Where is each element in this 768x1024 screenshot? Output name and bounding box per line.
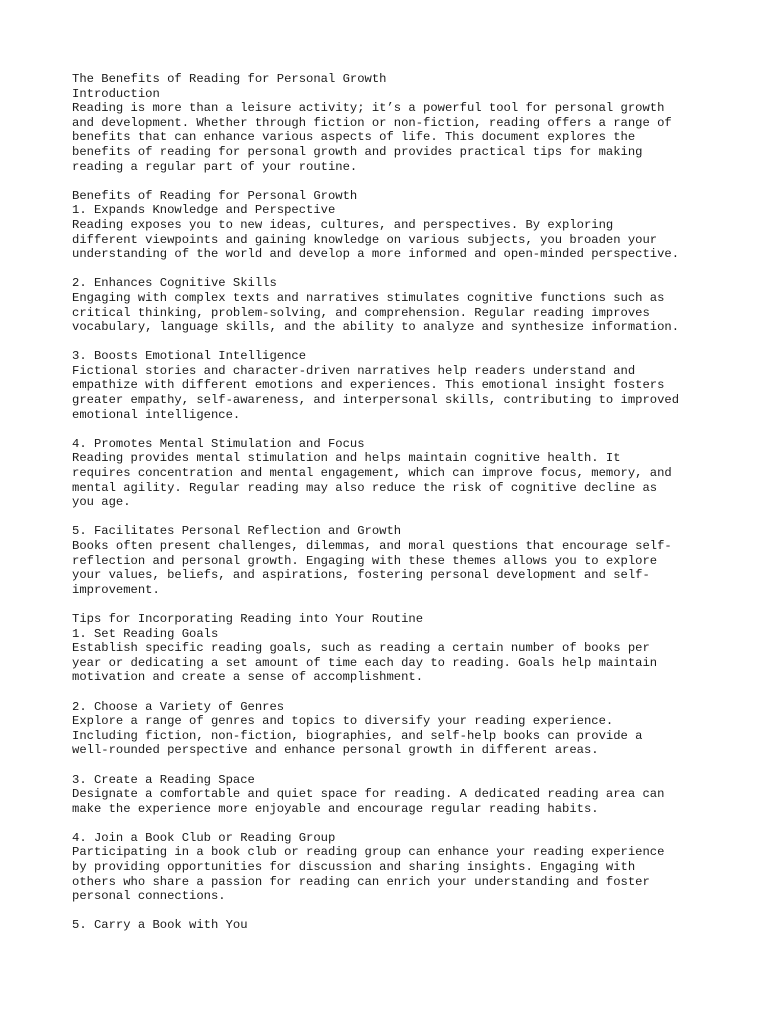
tip-line: Explore a range of genres and topics to diversify your reading experience. xyxy=(72,714,614,729)
tip-section xyxy=(72,627,712,685)
benefit-section xyxy=(72,203,712,261)
benefit-line: Engaging with complex texts and narratives stimulates cognitive functions such as xyxy=(72,290,665,305)
intro-line: benefits that can enhance various aspects of life. This document explores the xyxy=(72,130,636,145)
tip-line: Including fiction, non-fiction, biographies, and self-help books can provide a xyxy=(72,728,643,743)
benefit-section xyxy=(72,524,712,597)
tip-heading: 1. Set Reading Goals xyxy=(72,626,219,641)
benefit-section xyxy=(72,437,712,510)
document-page xyxy=(72,72,712,933)
benefit-heading: 5. Facilitates Personal Reflection and Growth xyxy=(72,524,402,539)
tips-heading: Tips for Incorporating Reading into Your Routine xyxy=(72,611,424,626)
tip-line: Establish specific reading goals, such as reading a certain number of books per xyxy=(72,641,650,656)
benefit-line: understanding of the world and develop a more informed and open-minded perspective. xyxy=(72,247,680,262)
intro-paragraph xyxy=(72,101,712,174)
benefit-line: you age. xyxy=(72,495,131,510)
tip-heading: 4. Join a Book Club or Reading Group xyxy=(72,830,336,845)
benefit-line: your values, beliefs, and aspirations, fostering personal development and self- xyxy=(72,568,650,583)
paragraph-gap xyxy=(72,422,712,437)
benefit-line: vocabulary, language skills, and the ability to analyze and synthesize information. xyxy=(72,320,680,335)
tip-line: Designate a comfortable and quiet space for reading. A dedicated reading area can xyxy=(72,787,665,802)
benefit-line: improvement. xyxy=(72,582,160,597)
paragraph-gap xyxy=(72,904,712,919)
benefit-line: emotional intelligence. xyxy=(72,407,241,422)
benefit-heading: 1. Expands Knowledge and Perspective xyxy=(72,203,336,218)
benefit-line: empathize with different emotions and experiences. This emotional insight fosters xyxy=(72,378,665,393)
tip-heading: 5. Carry a Book with You xyxy=(72,918,248,933)
benefit-line: critical thinking, problem-solving, and comprehension. Regular reading improves xyxy=(72,305,650,320)
tip-heading: 2. Choose a Variety of Genres xyxy=(72,699,285,714)
benefit-section xyxy=(72,349,712,422)
benefit-line: mental agility. Regular reading may also reduce the risk of cognitive decline as xyxy=(72,480,658,495)
benefit-heading: 3. Boosts Emotional Intelligence xyxy=(72,349,307,364)
paragraph-gap xyxy=(72,262,712,277)
benefit-line: requires concentration and mental engagement, which can improve focus, memory, and xyxy=(72,466,672,481)
intro-line: benefits of reading for personal growth and provides practical tips for making xyxy=(72,144,643,159)
benefit-line: different viewpoints and gaining knowledge on various subjects, you broaden your xyxy=(72,232,658,247)
tip-section xyxy=(72,700,712,758)
intro-line: Reading is more than a leisure activity; it’s a powerful tool for personal growth xyxy=(72,101,665,116)
benefit-line: greater empathy, self-awareness, and interpersonal skills, contributing to improved xyxy=(72,393,680,408)
tip-line: year or dedicating a set amount of time each day to reading. Goals help maintain xyxy=(72,655,658,670)
tip-section xyxy=(72,773,712,817)
tip-section xyxy=(72,918,712,933)
benefit-heading: 2. Enhances Cognitive Skills xyxy=(72,276,277,291)
paragraph-gap xyxy=(72,510,712,525)
paragraph-gap xyxy=(72,685,712,700)
benefit-line: reflection and personal growth. Engaging with these themes allows you to explore xyxy=(72,553,658,568)
tip-line: make the experience more enjoyable and encourage regular reading habits. xyxy=(72,801,599,816)
benefit-line: Reading exposes you to new ideas, cultures, and perspectives. By exploring xyxy=(72,217,614,232)
tip-line: others who share a passion for reading can enrich your understanding and foster xyxy=(72,874,650,889)
paragraph-gap xyxy=(72,758,712,773)
tip-line: well-rounded perspective and enhance personal growth in different areas. xyxy=(72,743,599,758)
paragraph-gap xyxy=(72,597,712,612)
benefit-line: Fictional stories and character-driven narratives help readers understand and xyxy=(72,363,636,378)
paragraph-gap xyxy=(72,174,712,189)
benefits-heading: Benefits of Reading for Personal Growth xyxy=(72,188,358,203)
benefit-section xyxy=(72,276,712,334)
intro-line: and development. Whether through fiction or non-fiction, reading offers a range of xyxy=(72,115,672,130)
intro-line: reading a regular part of your routine. xyxy=(72,159,358,174)
tip-section xyxy=(72,831,712,904)
tip-line: motivation and create a sense of accomplishment. xyxy=(72,670,424,685)
document-title: The Benefits of Reading for Personal Growth xyxy=(72,72,387,86)
tip-line: by providing opportunities for discussion and sharing insights. Engaging with xyxy=(72,860,636,875)
paragraph-gap xyxy=(72,335,712,350)
tip-line: personal connections. xyxy=(72,889,226,904)
tip-line: Participating in a book club or reading group can enhance your reading experience xyxy=(72,845,665,860)
benefit-line: Reading provides mental stimulation and helps maintain cognitive health. It xyxy=(72,451,621,466)
benefit-heading: 4. Promotes Mental Stimulation and Focus xyxy=(72,436,365,451)
benefit-line: Books often present challenges, dilemmas, and moral questions that encourage self- xyxy=(72,539,672,553)
tip-heading: 3. Create a Reading Space xyxy=(72,772,255,787)
intro-heading: Introduction xyxy=(72,86,160,101)
paragraph-gap xyxy=(72,816,712,831)
